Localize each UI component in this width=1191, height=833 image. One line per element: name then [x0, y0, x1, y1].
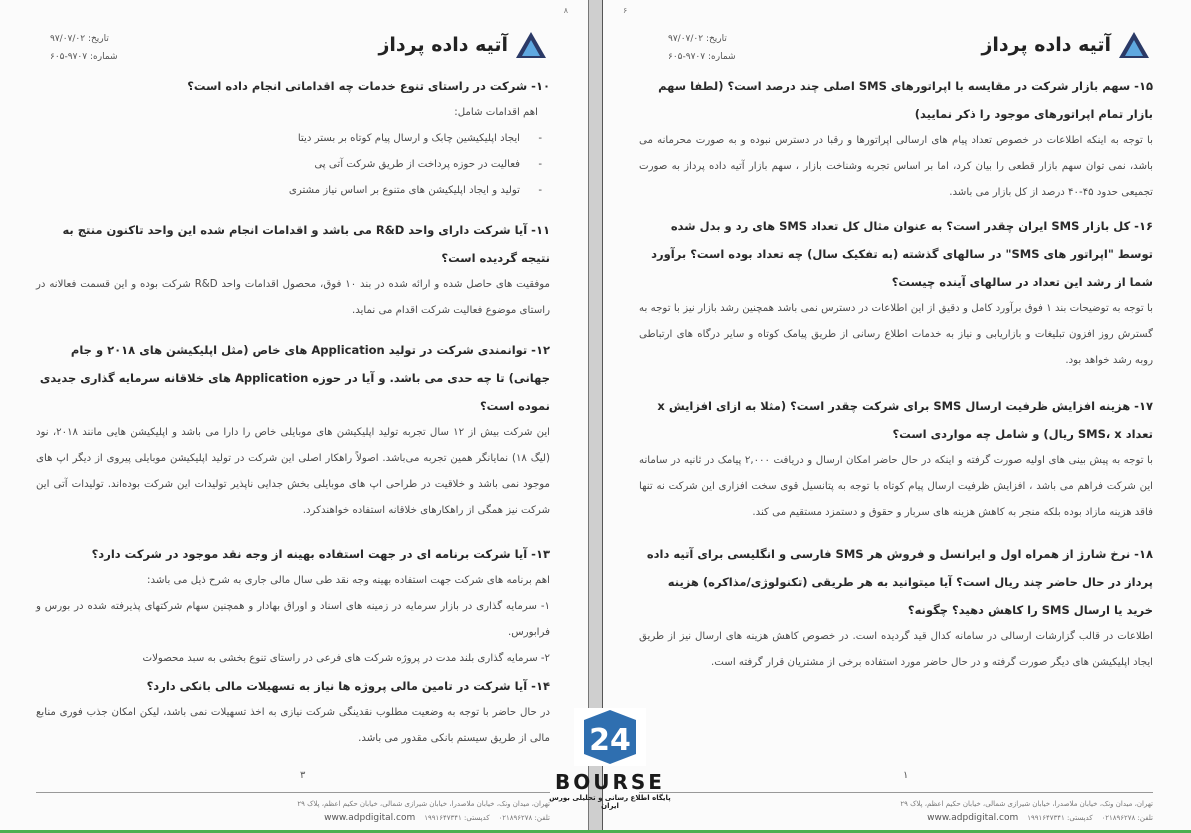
footer-postal: کدپستی: ۱۹۹۱۶۴۷۳۴۱ [424, 814, 490, 822]
question-12: ۱۲- توانمندی شرکت در تولید Application های خاص (مثل اپلیکیشن های ۲۰۱۸ و جام جهانی) تا چه حدی می باشد. و آیا در حوزه Application های خلاقانه سرمایه گذاری جدیدی نموده است؟ [39, 343, 550, 413]
number-label: شماره: [89, 52, 118, 62]
footer-postal: کدپستی: ۱۹۹۱۶۴۷۳۴۱ [1027, 814, 1093, 822]
page-number: ۳ [300, 770, 306, 781]
footer-address: تهران، میدان ونک، خیابان ملاصدرا، خیابان شیرازی شمالی، خیابان حکیم اعظم، پلاک ۲۹ [900, 800, 1153, 808]
answer-15: با توجه به اینکه اطلاعات در خصوص تعداد پیام های ارسالی اپراتورها و رقبا در دسترس نبوده و به صورت محرمانه می باشد، نمی توان سهم بازار قطعی را بیان کرد، اما بر اساس تجربه وشناخت بازار ، سهم بازار آتیه داده پرداز به صورت تجمیعی حدود ۴۵-۴۰ درصد از کل بازار می باشد. [639, 135, 1153, 198]
answer-11: موفقیت های حاصل شده و ارائه شده در بند ۱۰ فوق، محصول اقدامات واحد R&D شرکت بوده و این قسمت فعالانه در راستای موضوع فعالیت شرکت اقدام می نماید. [36, 279, 551, 316]
page-number: ۱ [903, 770, 909, 781]
answer-12: این شرکت بیش از ۱۲ سال تجربه تولید اپلیکیشن های موبایلی خاص را دارا می باشد و اپلیکیشن هایی مانند ۲۰۱۸، نود (لیگ ۱۸) نمایانگر همین تجربه می‌باشد. اصولاً راهکار اصلی این شرکت در تولید اپلیکیشن موبایلی پیروی از دیگر اپ های موجود نمی باشد و خلاقیت در طراحی اپ های موبایلی بخش جدایی ناپذیر تولیدات این شرکت بوده‌اند. تولیدات آتی این شرکت نیز همگی از راهکارهای خلاقانه استفاده خواهندکرد. [36, 427, 551, 516]
date-value: ۹۷/۰۷/۰۲ [668, 34, 704, 44]
answer-10-list [36, 126, 550, 204]
page-top-number: ۶ [623, 6, 628, 15]
question-13: ۱۳- آیا شرکت برنامه ای در جهت استفاده بهینه از وجه نقد موجود در شرکت دارد؟ [91, 547, 550, 561]
answer-16: با توجه به توضیحات بند ۱ فوق برآورد کامل و دقیق از این اطلاعات در دسترس نمی باشد همچنین رشد بازار نیز با توجه به گسترش روز افزون تبلیغات و بازاریابی و نیاز به خدمات اطلاع رسانی از طریق پیامک کوتاه و سایر درگاه های ارتباطی روبه رشد خواهد بود. [639, 303, 1153, 366]
page-footer [639, 792, 1153, 825]
question-15: ۱۵- سهم بازار شرکت در مقایسه با اپراتورهای SMS اصلی چند درصد است؟ (لطفا سهم بازار تمام اپراتورهای موجود را ذکر نمایید) [658, 79, 1153, 121]
footer-phone: تلفن: ۰۲۱۸۹۶۲۷۸ [1101, 814, 1153, 822]
list-item: - تولید و ایجاد اپلیکیشن های متنوع بر اساس نیاز مشتری [288, 185, 542, 196]
answer-13-intro: اهم برنامه های شرکت جهت استفاده بهینه وجه نقد طی سال مالی جاری به شرح ذیل می باشد: [147, 575, 550, 586]
answer-13-item-2: ۲- سرمایه گذاری بلند مدت در پروژه شرکت های فرعی در راستای تنوع بخشی به سبد محصولات [142, 653, 550, 664]
watermark-title: BOURSE [555, 770, 665, 794]
footer-phone: تلفن: ۰۲۱۸۹۶۲۷۸ [498, 814, 550, 822]
doc-meta [668, 30, 736, 66]
number-value: ۹۷۰۷-۶۰۵ [668, 52, 706, 62]
answer-17: با توجه به پیش بینی های اولیه صورت گرفته و اینکه در حال حاضر امکان ارسال و دریافت ۲,۰۰۰ پیامک در ثانیه در سامانه این شرکت فراهم می باشد ، افزایش ظرفیت ارسال پیام کوتاه با توجه به پتانسیل قوی سخت افزاری این شرکت نه تنها فاقد هزینه مازاد بوده بلکه منجر به کاهش هزینه های سربار و حقوق و دستمزد مستقیم می کند. [639, 455, 1153, 518]
page-right [603, 0, 1191, 833]
list-item: - ایجاد اپلیکیشین چابک و ارسال پیام کوتاه بر بستر دیتا [297, 133, 542, 144]
company-logo [981, 30, 1151, 60]
triangle-logo-icon [1117, 30, 1151, 60]
answer-13-item-1: ۱- سرمایه گذاری در بازار سرمایه در زمینه های اسناد و اوراق بهادار و همچنین سهام شرکتهای پذیرفته شده در بورس و فرابورس. [36, 601, 550, 638]
bourse24-watermark [545, 704, 675, 812]
svg-text:24: 24 [589, 723, 631, 758]
number-label: شماره: [707, 52, 736, 62]
triangle-logo-icon [514, 30, 548, 60]
footer-address: تهران، میدان ونک، خیابان ملاصدرا، خیابان شیرازی شمالی، خیابان حکیم اعظم، پلاک ۲۹ [297, 800, 550, 808]
question-17: ۱۷- هزینه افزایش ظرفیت ارسال SMS برای شرکت چقدر است؟ (مثلا به ازای افزایش x تعداد SMS، x ریال) و شامل چه مواردی است؟ [657, 399, 1153, 441]
company-logo [378, 30, 548, 60]
right-content [639, 72, 1153, 676]
question-16: ۱۶- کل بازار SMS ایران چقدر است؟ به عنوان مثال کل تعداد SMS های رد و بدل شده توسط "اپراتور های SMS" در سالهای گذشته (به تفکیک سال) چه تعداد بوده است؟ برآورد شما از رشد این تعداد در سالهای آینده چیست؟ [651, 219, 1153, 289]
left-content [36, 72, 550, 752]
answer-14: در حال حاضر با توجه به وضعیت مطلوب نقدینگی شرکت نیازی به اخذ تسهیلات نمی باشد، لیکن امکان جذب فوری منابع مالی از طریق سیستم بانکی مقدور می باشد. [36, 707, 550, 744]
number-value: ۹۷۰۷-۶۰۵ [50, 52, 88, 62]
doc-meta [50, 30, 118, 66]
company-name: آتیه داده پرداز [378, 34, 508, 56]
footer-website: www.adpdigital.com [927, 813, 1019, 823]
question-10: ۱۰- شرکت در راستای تنوع خدمات چه اقداماتی انجام داده است؟ [187, 79, 550, 93]
page-top-number: ۸ [563, 6, 568, 15]
question-11: ۱۱- آیا شرکت دارای واحد R&D می باشد و اقدامات انجام شده این واحد تاکنون منتج به نتیجه گردیده است؟ [62, 223, 550, 265]
answer-18: اطلاعات در قالب گزارشات ارسالی در سامانه کدال قید گردیده است. در خصوص کاهش هزینه های ارسال نیز از طریق ایجاد اپلیکیشن های دیگر صورت گرفته و در حال حاضر مورد استفاده برخی از مشتریان قرار گرفته است. [639, 631, 1153, 668]
list-item: - فعالیت در حوزه پرداخت از طریق شرکت آتی پی [314, 159, 542, 170]
question-14: ۱۴- آیا شرکت در تامین مالی پروژه ها نیاز به تسهیلات مالی بانکی دارد؟ [146, 679, 550, 693]
date-label: تاریخ: [705, 34, 727, 44]
answer-10-intro: اهم اقدامات شامل: [454, 107, 538, 118]
date-value: ۹۷/۰۷/۰۲ [50, 34, 86, 44]
page-footer [36, 792, 550, 825]
page-left [0, 0, 588, 833]
footer-website: www.adpdigital.com [324, 813, 416, 823]
question-18: ۱۸- نرخ شارژ از همراه اول و ایرانسل و فروش هر SMS فارسی و انگلیسی برای آتیه داده پرداز در حال حاضر چند ریال است؟ آیا میتوانید به هر طریقی (تکنولوژی/مذاکره) هزینه خرید یا ارسال SMS را کاهش دهید؟ چگونه؟ [646, 547, 1153, 617]
company-name: آتیه داده پرداز [981, 34, 1111, 56]
bourse24-logo-icon [570, 704, 650, 770]
watermark-subtitle: پایگاه اطلاع رسانی و تحلیلی بورس ایران [549, 794, 671, 810]
date-label: تاریخ: [87, 34, 109, 44]
